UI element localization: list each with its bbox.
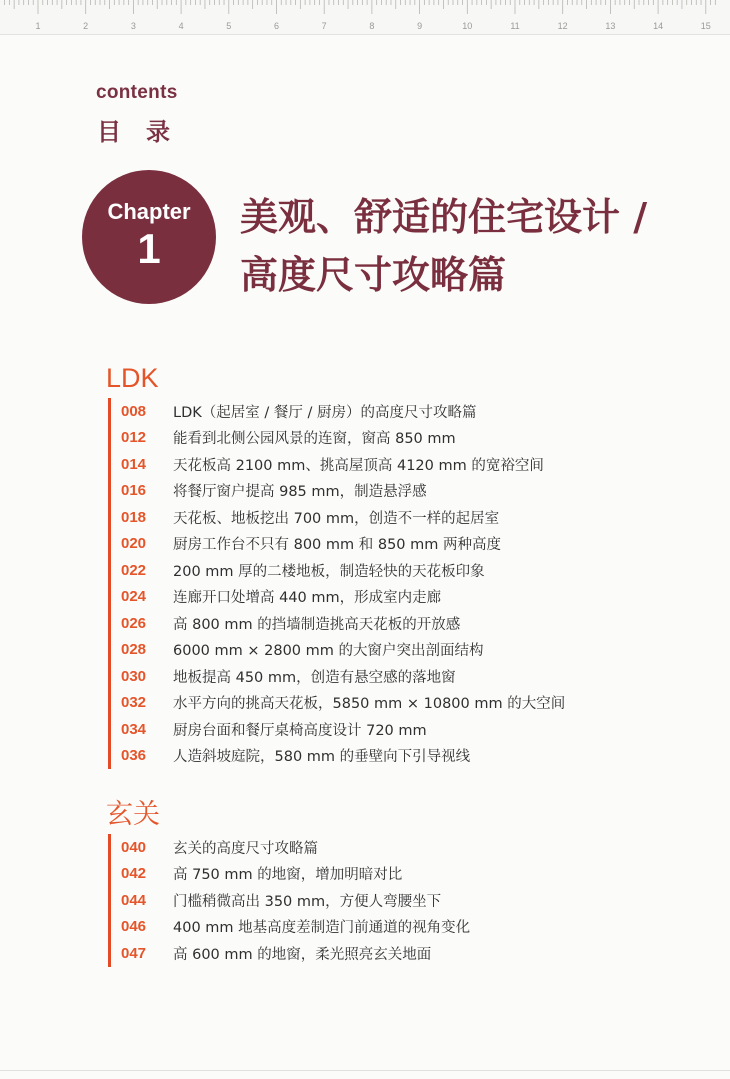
page-number: 024: [121, 588, 147, 606]
ruler-number: 9: [417, 21, 423, 31]
entry-title: LDK（起居室 / 餐厅 / 厨房）的高度尺寸攻略篇: [173, 404, 477, 421]
toc-entry[interactable]: [111, 940, 711, 967]
page-number: 018: [121, 508, 147, 526]
section-entrance-entries: [108, 834, 711, 967]
chapter-number: 1: [137, 225, 161, 272]
toc-entry[interactable]: [111, 398, 711, 425]
toc-entry[interactable]: [111, 914, 711, 941]
entry-title: 能看到北侧公园风景的连窗，窗高 850 mm: [173, 431, 456, 448]
ruler-number: 14: [653, 21, 664, 31]
ruler-number: 15: [700, 21, 711, 31]
entry-title: 人造斜坡庭院，580 mm 的垂壁向下引导视线: [173, 749, 471, 766]
section-title-entrance: 玄关: [106, 799, 160, 829]
entry-title: 玄关的高度尺寸攻略篇: [173, 840, 318, 857]
page-number: 012: [121, 429, 147, 447]
toc-entry[interactable]: [111, 861, 711, 888]
entry-title: 门槛稍微高出 350 mm，方便人弯腰坐下: [173, 893, 442, 910]
toc-entry[interactable]: [111, 834, 711, 861]
toc-entry[interactable]: [111, 887, 711, 914]
ruler-number: 2: [83, 21, 89, 31]
toc-entry[interactable]: [111, 716, 711, 743]
ruler-number: 5: [226, 21, 232, 31]
toc-entry[interactable]: [111, 743, 711, 770]
ruler-number: 7: [321, 21, 327, 31]
page-number: 016: [121, 482, 147, 500]
ruler-number: 12: [557, 21, 568, 31]
entry-title: 将餐厅窗户提高 985 mm，制造悬浮感: [173, 484, 427, 501]
ruler-number: 13: [605, 21, 616, 31]
section-title-ldk: LDK: [106, 363, 159, 393]
page-number: 020: [121, 535, 147, 553]
toc-entry[interactable]: [111, 690, 711, 717]
ruler-number: 6: [273, 21, 280, 31]
ruler-number: 3: [130, 21, 136, 31]
toc-entry[interactable]: [111, 584, 711, 611]
section-ldk-entries: [108, 398, 711, 769]
page-number: 032: [121, 694, 147, 712]
entry-title: 高 600 mm 的地窗，柔光照亮玄关地面: [173, 946, 432, 963]
page-number: 014: [121, 455, 147, 473]
ruler-number: 10: [462, 21, 473, 31]
contents-heading-en: contents: [96, 82, 178, 103]
toc-entry[interactable]: [111, 425, 711, 452]
ruler-number: 1: [35, 21, 41, 31]
page-number: 040: [121, 838, 147, 856]
chapter-title-line-2: 高度尺寸攻略篇: [240, 253, 507, 297]
entry-title: 连廊开口处增高 440 mm，形成室内走廊: [173, 590, 442, 607]
toc-entry[interactable]: [111, 637, 711, 664]
entry-title: 6000 mm × 2800 mm 的大窗户突出剖面结构: [173, 643, 484, 660]
page-number: 028: [121, 641, 147, 659]
ruler: [0, 0, 730, 35]
page-bottom-edge: [0, 1070, 730, 1071]
chapter-title: [240, 188, 710, 304]
page-number: 022: [121, 561, 147, 579]
page-number: 047: [121, 944, 147, 962]
toc-entry[interactable]: [111, 610, 711, 637]
toc-entry[interactable]: [111, 504, 711, 531]
ruler-number: 4: [178, 21, 184, 31]
page-number: 034: [121, 720, 147, 738]
page-number: 044: [121, 891, 147, 909]
contents-heading-cn: 目录: [97, 118, 195, 146]
chapter-title-line-1: 美观、舒适的住宅设计 /: [240, 195, 648, 239]
entry-title: 天花板高 2100 mm、挑高屋顶高 4120 mm 的宽裕空间: [173, 457, 544, 474]
ruler-number: 11: [510, 21, 520, 31]
chapter-label: Chapter: [107, 199, 191, 224]
ruler-number: 8: [369, 21, 375, 31]
entry-title: 天花板、地板挖出 700 mm，创造不一样的起居室: [173, 510, 500, 527]
toc-entry[interactable]: [111, 531, 711, 558]
entry-title: 高 750 mm 的地窗，增加明暗对比: [173, 867, 403, 884]
toc-entry[interactable]: [111, 451, 711, 478]
page-number: 026: [121, 614, 147, 632]
page-number: 042: [121, 865, 147, 883]
page-number: 008: [121, 402, 147, 420]
ruler-ticks: [0, 0, 730, 34]
toc-entry[interactable]: [111, 478, 711, 505]
entry-title: 厨房台面和餐厅桌椅高度设计 720 mm: [173, 722, 427, 739]
page-number: 030: [121, 667, 147, 685]
entry-title: 地板提高 450 mm，创造有悬空感的落地窗: [173, 669, 456, 686]
page-number: 046: [121, 918, 147, 936]
entry-title: 厨房工作台不只有 800 mm 和 850 mm 两种高度: [173, 537, 502, 554]
entry-title: 水平方向的挑高天花板，5850 mm × 10800 mm 的大空间: [173, 696, 566, 713]
page-number: 036: [121, 747, 147, 765]
entry-title: 200 mm 厚的二楼地板，制造轻快的天花板印象: [173, 563, 485, 580]
toc-entry[interactable]: [111, 663, 711, 690]
chapter-badge: [82, 170, 216, 304]
entry-title: 高 800 mm 的挡墙制造挑高天花板的开放感: [173, 616, 461, 633]
toc-entry[interactable]: [111, 557, 711, 584]
entry-title: 400 mm 地基高度差制造门前通道的视角变化: [173, 920, 471, 937]
